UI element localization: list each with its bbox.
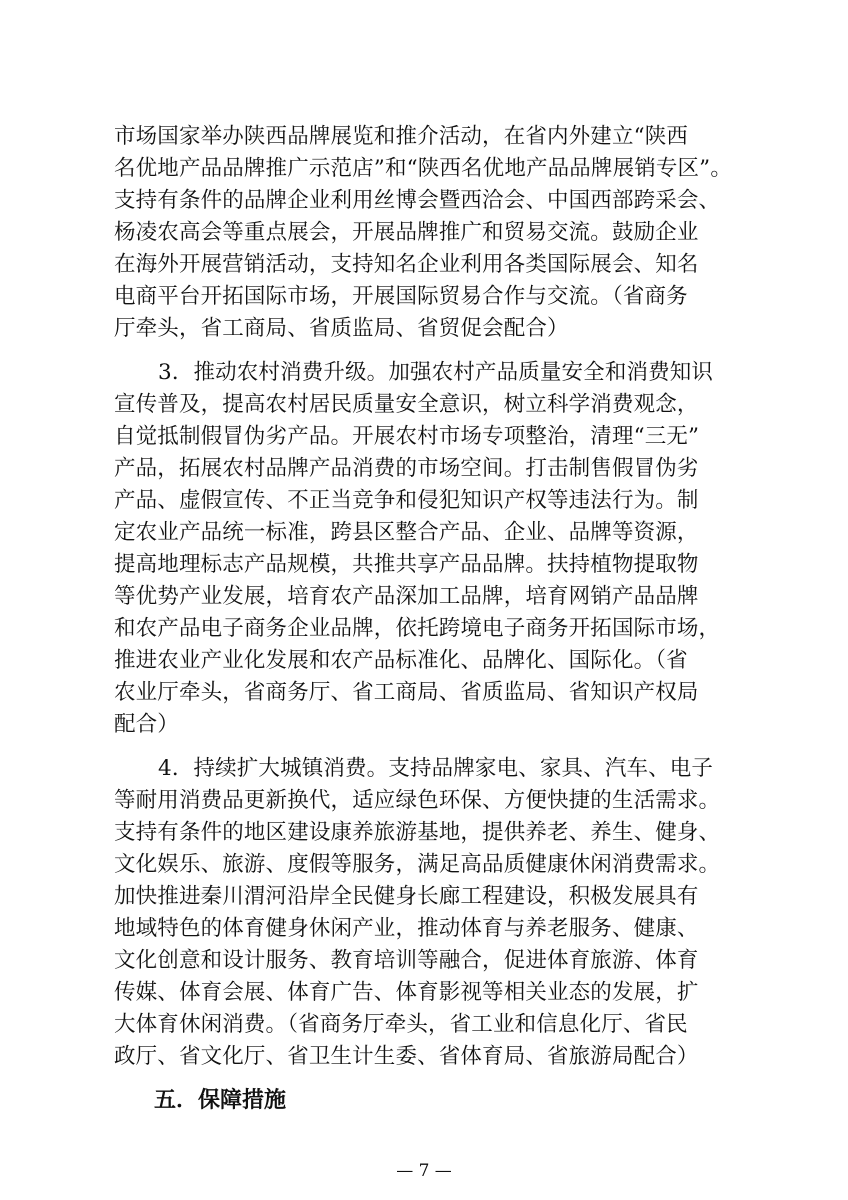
paragraph-3-line-1: 4．持续扩大城镇消费。支持品牌家电、家具、汽车、电子 [158,756,714,781]
paragraph-2-line-2: 宣传普及，提高农村居民质量安全意识，树立科学消费观念， [114,392,699,417]
paragraph-1-line-2: 名优地产品品牌推广示范店”和“陕西名优地产品品牌展销专区”。 [114,156,732,181]
paragraph-1-line-5: 在海外开展营销活动，支持知名企业利用各类国际展会、知名 [114,252,699,277]
paragraph-3-line-9: 大体育休闲消费。（省商务厅牵头，省工业和信息化厅、省民 [114,1012,688,1037]
paragraph-1-line-6: 电商平台开拓国际市场，开展国际贸易合作与交流。（省商务 [114,284,688,309]
paragraph-2-line-4: 产品，拓展农村品牌产品消费的市场空间。打击制售假冒伪劣 [114,456,699,481]
paragraph-2-line-10: 推进农业产业化发展和农产品标准化、品牌化、国际化。（省 [114,648,688,673]
paragraph-2-line-7: 提高地理标志产品规模，共推共享产品品牌。扶持植物提取物 [114,552,699,577]
paragraph-3-line-6: 地域特色的体育健身休闲产业，推动体育与养老服务、健康、 [114,916,699,941]
paragraph-2-line-11: 农业厅牵头，省商务厅、省工商局、省质监局、省知识产权局 [114,680,699,705]
paragraph-2-line-12: 配合） [114,712,179,737]
paragraph-2-line-6: 定农业产品统一标准，跨县区整合产品、企业、品牌等资源， [114,520,699,545]
paragraph-3-line-7: 文化创意和设计服务、教育培训等融合，促进体育旅游、体育 [114,948,699,973]
page-number: — 7 — [396,1161,452,1181]
paragraph-1-line-4: 杨凌农高会等重点展会，开展品牌推广和贸易交流。鼓励企业 [114,220,699,245]
paragraph-2-line-1: 3．推动农村消费升级。加强农村产品质量安全和消费知识 [158,360,714,385]
paragraph-1-line-3: 支持有条件的品牌企业利用丝博会暨西洽会、中国西部跨采会、 [114,188,721,213]
paragraph-3-line-8: 传媒、体育会展、体育广告、体育影视等相关业态的发展，扩 [114,980,699,1005]
paragraph-2-line-3: 自觉抵制假冒伪劣产品。开展农村市场专项整治，清理“三无” [114,424,700,449]
paragraph-3-line-3: 支持有条件的地区建设康养旅游基地，提供养老、养生、健身、 [114,820,721,845]
paragraph-3-line-4: 文化娱乐、旅游、度假等服务，满足高品质健康休闲消费需求。 [114,852,721,877]
paragraph-2-line-8: 等优势产业发展，培育农产品深加工品牌，培育网销产品品牌 [114,584,699,609]
paragraph-3-line-10: 政厅、省文化厅、省卫生计生委、省体育局、省旅游局配合） [114,1044,699,1069]
section-heading: 五．保障措施 [154,1088,287,1113]
paragraph-2-line-5: 产品、虚假宣传、不正当竞争和侵犯知识产权等违法行为。制 [114,488,699,513]
paragraph-3-line-2: 等耐用消费品更新换代，适应绿色环保、方便快捷的生活需求。 [114,788,721,813]
paragraph-2-line-9: 和农产品电子商务企业品牌，依托跨境电子商务开拓国际市场， [114,616,721,641]
paragraph-1-line-7: 厅牵头，省工商局、省质监局、省贸促会配合） [114,316,569,341]
paragraph-3-line-5: 加快推进秦川渭河沿岸全民健身长廊工程建设，积极发展具有 [114,884,699,909]
paragraph-1-line-1: 市场国家举办陕西品牌展览和推介活动，在省内外建立“陕西 [114,124,689,149]
